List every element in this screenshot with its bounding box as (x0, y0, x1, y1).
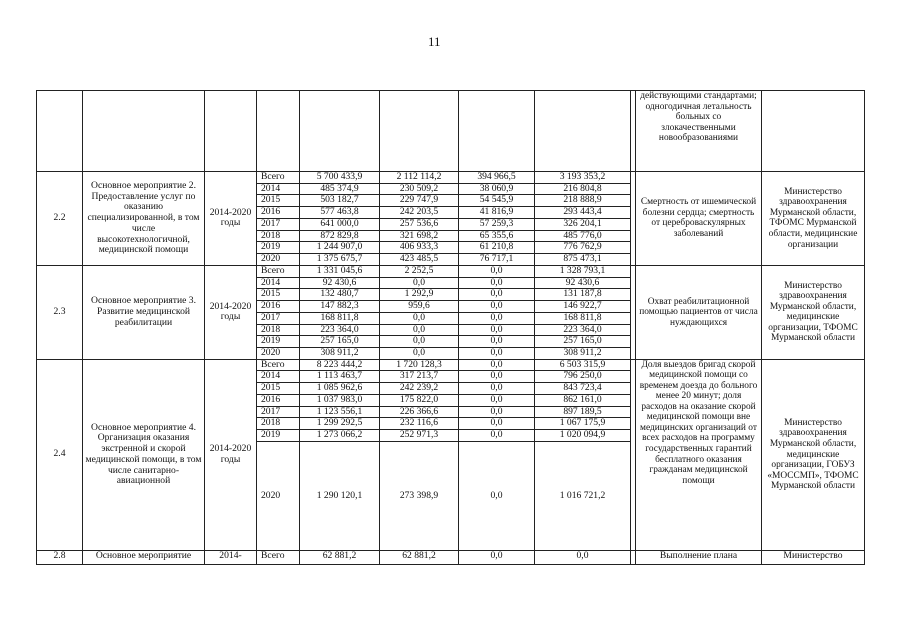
total-cell: 1 244 907,0 (300, 242, 380, 254)
total-cell: 485 374,9 (300, 183, 380, 195)
year-cell: 2017 (257, 312, 300, 324)
budget-cell: 226 366,6 (380, 406, 459, 418)
budget-cell: 0,0 (380, 324, 459, 336)
year-cell: 2019 (257, 242, 300, 254)
year-cell: 2018 (257, 324, 300, 336)
total-cell: 872 829,8 (300, 230, 380, 242)
total-cell: 257 165,0 (300, 336, 380, 348)
budget-cell: 862 161,0 (535, 394, 631, 406)
budget-cell: 0,0 (459, 406, 535, 418)
budget-cell: 216 804,8 (535, 183, 631, 195)
budget-cell: 1 292,9 (380, 289, 459, 301)
total-cell: 1 113 463,7 (300, 371, 380, 383)
budget-cell: 0,0 (459, 418, 535, 430)
budget-cell: 242 239,2 (380, 383, 459, 395)
budget-cell: 2 252,5 (380, 265, 459, 277)
table-row-continued (37, 91, 865, 172)
budget-cell: 0,0 (380, 312, 459, 324)
budget-cell: 0,0 (380, 277, 459, 289)
year-cell: 2018 (257, 230, 300, 242)
executor-cell: Министерство здравоохранения Мурманской области, медицинские организации, ТФОМС Мурманской области (762, 265, 865, 359)
budget-cell: 0,0 (459, 383, 535, 395)
year-cell: 2020 (257, 441, 300, 550)
year-cell: Всего (257, 550, 300, 564)
indicator-cell: Доля выездов бригад скорой медицинской помощи со временем доезда до больного менее 20 минут; доля расходов на оказание скорой медицинской помощи вне медицинских организаций от всех расходов на программу государственных гарантий бесплатного оказания гражданам медицинской помощи (636, 359, 762, 550)
total-cell: 8 223 444,2 (300, 359, 380, 371)
year-cell: 2016 (257, 207, 300, 219)
budget-cell: 1 328 793,1 (535, 265, 631, 277)
total-cell: 168 811,8 (300, 312, 380, 324)
budget-cell: 1 067 175,9 (535, 418, 631, 430)
budget-cell: 3 193 353,2 (535, 172, 631, 184)
budget-cell: 223 364,0 (535, 324, 631, 336)
budget-cell: 0,0 (380, 348, 459, 360)
activity-name: Основное мероприятие 3. Развитие медицинской реабилитации (83, 265, 205, 359)
budget-cell: 38 060,9 (459, 183, 535, 195)
total-cell: 1 085 962,6 (300, 383, 380, 395)
budget-cell: 897 189,5 (535, 406, 631, 418)
section-number: 2.3 (37, 265, 83, 359)
budget-cell: 0,0 (459, 277, 535, 289)
budget-cell: 229 747,9 (380, 195, 459, 207)
budget-cell: 65 355,6 (459, 230, 535, 242)
budget-cell: 406 933,3 (380, 242, 459, 254)
budget-cell: 308 911,2 (535, 348, 631, 360)
year-cell: Всего (257, 172, 300, 184)
year-cell: 2020 (257, 348, 300, 360)
indicator-cell: действующими стандартами; одногодичная летальность больных со злокачественными новообразованиями (636, 91, 762, 172)
year-cell: 2014 (257, 277, 300, 289)
budget-cell: 959,6 (380, 301, 459, 313)
period: 2014-2020 годы (205, 359, 257, 550)
budget-cell: 0,0 (459, 371, 535, 383)
budget-cell: 131 187,8 (535, 289, 631, 301)
indicator-cell: Смертность от ишемической болезни сердца; смертность от цереброваскулярных заболеваний (636, 172, 762, 266)
budget-cell: 0,0 (459, 265, 535, 277)
budget-cell: 146 922,7 (535, 301, 631, 313)
year-cell: 2017 (257, 218, 300, 230)
total-cell: 641 000,0 (300, 218, 380, 230)
section-number: 2.8 (37, 550, 83, 564)
total-cell: 1 375 675,7 (300, 254, 380, 266)
budget-cell: 875 473,1 (535, 254, 631, 266)
section-number: 2.4 (37, 359, 83, 550)
table-row (37, 359, 865, 371)
budget-cell: 0,0 (459, 394, 535, 406)
year-cell: 2014 (257, 183, 300, 195)
budget-cell: 61 210,8 (459, 242, 535, 254)
budget-cell: 0,0 (459, 550, 535, 564)
year-cell: 2017 (257, 406, 300, 418)
budget-cell: 0,0 (459, 301, 535, 313)
budget-cell: 0,0 (459, 336, 535, 348)
period: 2014- (205, 550, 257, 564)
budget-cell: 321 698,2 (380, 230, 459, 242)
budget-cell: 0,0 (459, 359, 535, 371)
activity-name: Основное мероприятие 2. Предоставление услуг по оказанию специализированной, в том числе высокотехнологичной, медицинской помощи (83, 172, 205, 266)
year-cell: 2015 (257, 383, 300, 395)
budget-cell: 485 776,0 (535, 230, 631, 242)
total-cell: 223 364,0 (300, 324, 380, 336)
budget-cell: 252 971,3 (380, 430, 459, 442)
total-cell: 5 700 433,9 (300, 172, 380, 184)
budget-cell: 317 213,7 (380, 371, 459, 383)
total-cell: 1 123 556,1 (300, 406, 380, 418)
total-cell: 577 463,8 (300, 207, 380, 219)
budget-cell: 1 020 094,9 (535, 430, 631, 442)
activity-name: Основное мероприятие 4. Организация оказания экстренной и скорой медицинской помощи, в том числе санитарно-авиационной (83, 359, 205, 550)
budget-cell: 2 112 114,2 (380, 172, 459, 184)
year-cell: 2019 (257, 336, 300, 348)
year-cell: 2016 (257, 301, 300, 313)
budget-cell: 92 430,6 (535, 277, 631, 289)
budget-cell: 232 116,6 (380, 418, 459, 430)
budget-cell: 394 966,5 (459, 172, 535, 184)
budget-cell: 218 888,9 (535, 195, 631, 207)
total-cell: 503 182,7 (300, 195, 380, 207)
budget-cell: 257 165,0 (535, 336, 631, 348)
budget-cell: 41 816,9 (459, 207, 535, 219)
budget-cell: 54 545,9 (459, 195, 535, 207)
executor-cell: Министерство здравоохранения Мурманской области, ТФОМС Мурманской области, медицинские организации (762, 172, 865, 266)
program-activities-table (36, 90, 865, 565)
year-cell: 2016 (257, 394, 300, 406)
executor-cell: Министерство здравоохранения Мурманской области, медицинские организации, ГОБУЗ «МОССМП», ТФОМС Мурманской области (762, 359, 865, 550)
total-cell: 1 290 120,1 (300, 441, 380, 550)
budget-cell: 0,0 (459, 312, 535, 324)
budget-cell: 0,0 (459, 348, 535, 360)
indicator-cell: Выполнение плана (636, 550, 762, 564)
budget-cell: 257 536,6 (380, 218, 459, 230)
budget-cell: 230 509,2 (380, 183, 459, 195)
budget-cell: 0,0 (459, 324, 535, 336)
budget-cell: 242 203,5 (380, 207, 459, 219)
total-cell: 132 480,7 (300, 289, 380, 301)
total-cell: 1 331 045,6 (300, 265, 380, 277)
total-cell: 1 273 066,2 (300, 430, 380, 442)
period: 2014-2020 годы (205, 265, 257, 359)
year-cell: 2020 (257, 254, 300, 266)
budget-cell: 1 016 721,2 (535, 441, 631, 550)
budget-cell: 0,0 (380, 336, 459, 348)
budget-cell: 326 204,1 (535, 218, 631, 230)
indicator-cell: Охват реабилитационной помощью пациентов от числа нуждающихся (636, 265, 762, 359)
budget-cell: 175 822,0 (380, 394, 459, 406)
total-cell: 92 430,6 (300, 277, 380, 289)
total-cell: 1 299 292,5 (300, 418, 380, 430)
budget-cell: 6 503 315,9 (535, 359, 631, 371)
total-cell: 147 882,3 (300, 301, 380, 313)
budget-cell: 0,0 (459, 430, 535, 442)
budget-cell: 843 723,4 (535, 383, 631, 395)
page-number: 11 (428, 34, 441, 49)
year-cell: 2015 (257, 289, 300, 301)
executor-cell: Министерство (762, 550, 865, 564)
table-row (37, 265, 865, 277)
year-cell: Всего (257, 359, 300, 371)
budget-cell: 273 398,9 (380, 441, 459, 550)
budget-cell: 293 443,4 (535, 207, 631, 219)
budget-cell: 168 811,8 (535, 312, 631, 324)
table-row (37, 550, 865, 564)
budget-cell: 796 250,0 (535, 371, 631, 383)
budget-cell: 57 259,3 (459, 218, 535, 230)
year-cell: 2014 (257, 371, 300, 383)
budget-cell: 776 762,9 (535, 242, 631, 254)
year-cell: 2018 (257, 418, 300, 430)
total-cell: 308 911,2 (300, 348, 380, 360)
year-cell: 2015 (257, 195, 300, 207)
budget-cell: 62 881,2 (380, 550, 459, 564)
period: 2014-2020 годы (205, 172, 257, 266)
budget-cell: 423 485,5 (380, 254, 459, 266)
budget-cell: 1 720 128,3 (380, 359, 459, 371)
total-cell: 62 881,2 (300, 550, 380, 564)
total-cell: 1 037 983,0 (300, 394, 380, 406)
budget-cell: 0,0 (535, 550, 631, 564)
budget-cell: 76 717,1 (459, 254, 535, 266)
year-cell: 2019 (257, 430, 300, 442)
year-cell: Всего (257, 265, 300, 277)
budget-cell: 0,0 (459, 289, 535, 301)
section-number: 2.2 (37, 172, 83, 266)
table-row (37, 172, 865, 184)
budget-cell: 0,0 (459, 441, 535, 550)
activity-name: Основное мероприятие (83, 550, 205, 564)
